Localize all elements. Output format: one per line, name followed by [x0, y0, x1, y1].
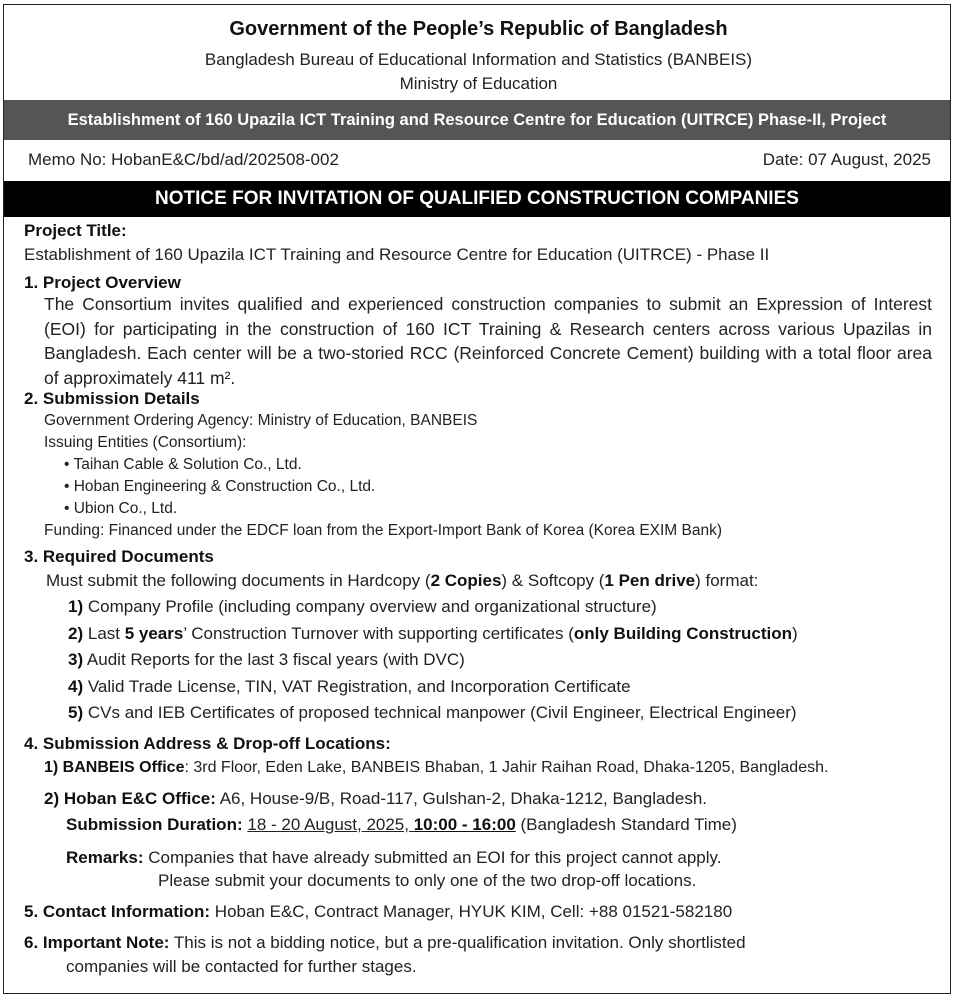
contact-information: 5. Contact Information: Hoban E&C, Contract Manager, HYUK KIM, Cell: +88 01521-582180 [24, 902, 733, 921]
document-item: 1) Company Profile (including company overview and organizational structure) [68, 597, 657, 616]
overview-paragraph: The Consortium invites qualified and experienced construction companies to submit an Expression of Interest (EOI) for participating in the construction of 160 ICT Training & Research centers across various Upazilas in Bangladesh. Each center will be a two-storied RCC (Reinforced Concrete Cement) building with a total floor area of approximately 411 m². [44, 294, 932, 388]
remarks: Remarks: Companies that have already submitted an EOI for this project cannot apply. [66, 848, 722, 867]
government-title: Government of the People’s Republic of Bangladesh [229, 18, 728, 40]
document-item: 3) Audit Reports for the last 3 fiscal years (with DVC) [68, 650, 465, 669]
important-note: 6. Important Note: This is not a bidding notice, but a pre-qualification invitation. Only shortlisted [24, 933, 746, 952]
document-item: 5) CVs and IEB Certificates of proposed technical manpower (Civil Engineer, Electrical Engineer) [68, 703, 797, 722]
overview-heading: 1. Project Overview [24, 273, 181, 292]
ministry-name: Ministry of Education [399, 74, 558, 93]
notice-title-bar [4, 181, 950, 217]
document-item: 4) Valid Trade License, TIN, VAT Registration, and Incorporation Certificate [68, 677, 631, 696]
remarks-continued: Please submit your documents to only one of the two drop-off locations. [158, 871, 697, 890]
dropoff-location-hoban: 2) Hoban E&C Office: A6, House-9/B, Road-117, Gulshan-2, Dhaka-1212, Bangladesh. [44, 789, 708, 808]
notice-title: NOTICE FOR INVITATION OF QUALIFIED CONSTRUCTION COMPANIES [155, 188, 799, 209]
funding-info: Funding: Financed under the EDCF loan from the Export-Import Bank of Korea (Korea EXIM Bank) [44, 522, 723, 539]
project-band-text: Establishment of 160 Upazila ICT Training and Resource Centre for Education (UITRCE) Phase-II, Project [67, 110, 887, 129]
submission-heading: 2. Submission Details [24, 389, 200, 408]
project-title-heading: Project Title: [24, 221, 127, 240]
bureau-name: Bangladesh Bureau of Educational Information and Statistics (BANBEIS) [204, 50, 753, 69]
hardcopy-count: 2 Copies [430, 571, 502, 590]
ordering-agency: Government Ordering Agency: Ministry of Education, BANBEIS [44, 412, 478, 429]
dropoff-location-banbeis: 1) BANBEIS Office: 3rd Floor, Eden Lake, BANBEIS Bhaban, 1 Jahir Raihan Road, Dhaka-1205, Bangladesh. [44, 759, 829, 776]
entity-item: • Ubion Co., Ltd. [64, 500, 178, 517]
document-item: 2) Last 5 years’ Construction Turnover with supporting certificates (only Building Construction) [68, 624, 798, 643]
entity-item: • Hoban Engineering & Construction Co., Ltd. [64, 478, 376, 495]
softcopy-media: 1 Pen drive [604, 571, 696, 590]
important-note-continued: companies will be contacted for further stages. [66, 957, 417, 976]
documents-heading: 3. Required Documents [24, 547, 214, 566]
documents-intro: Must submit the following documents in Hardcopy (2 Copies) & Softcopy (1 Pen drive) format: [46, 571, 759, 590]
submission-duration: Submission Duration: 18 - 20 August, 2025, 10:00 - 16:00 (Bangladesh Standard Time) [66, 815, 737, 834]
issuing-entities-label: Issuing Entities (Consortium): [44, 434, 247, 451]
entity-item: • Taihan Cable & Solution Co., Ltd. [64, 456, 302, 473]
memo-number: Memo No: HobanE&C/bd/ad/202508-002 [28, 150, 339, 169]
project-title-text: Establishment of 160 Upazila ICT Training and Resource Centre for Education (UITRCE) - Phase II [24, 245, 770, 264]
notice-date: Date: 07 August, 2025 [762, 150, 931, 169]
project-band [4, 100, 950, 140]
address-heading: 4. Submission Address & Drop-off Locations: [24, 734, 391, 753]
